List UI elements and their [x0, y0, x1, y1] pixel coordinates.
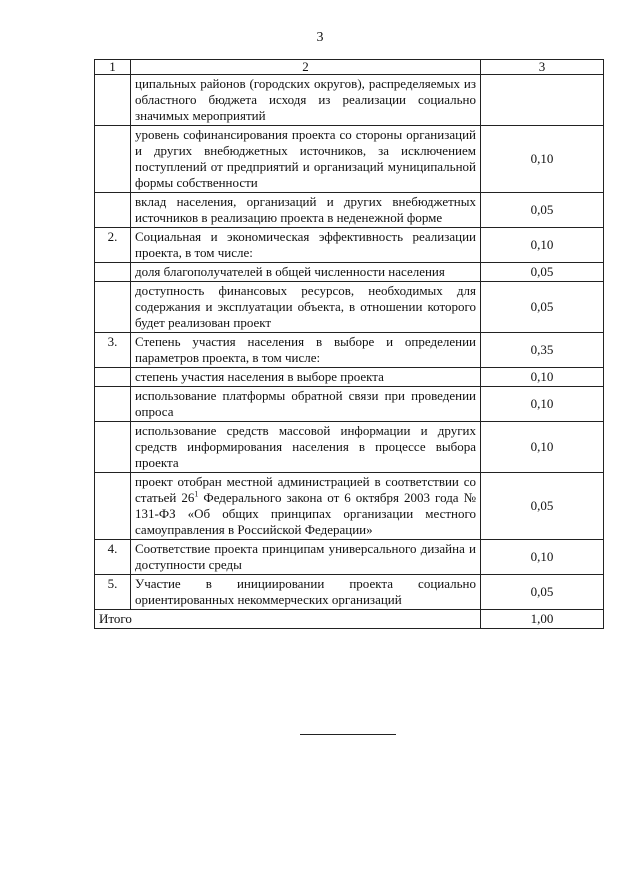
criterion-text: степень участия населения в выборе проекта [131, 368, 481, 387]
weight-value: 0,05 [481, 473, 604, 540]
criterion-text: доля благополучателей в общей численности населения [131, 263, 481, 282]
table-row [95, 368, 604, 387]
weight-value: 0,05 [481, 193, 604, 228]
row-number [95, 126, 131, 193]
weight-value: 0,10 [481, 422, 604, 473]
table-row [95, 193, 604, 228]
weight-value: 0,05 [481, 263, 604, 282]
row-number [95, 263, 131, 282]
weight-value [481, 75, 604, 126]
row-number: 4. [95, 540, 131, 575]
table-row [95, 263, 604, 282]
weight-value: 0,10 [481, 368, 604, 387]
weight-value: 0,10 [481, 126, 604, 193]
table-row [95, 473, 604, 540]
table-row [95, 333, 604, 368]
row-number [95, 473, 131, 540]
table-row [95, 228, 604, 263]
criterion-text: доступность финансовых ресурсов, необходимых для содержания и эксплуатации объекта, в отношении которого будет реализован проект [131, 282, 481, 333]
criterion-text: вклад населения, организаций и других внебюджетных источников в реализацию проекта в неденежной форме [131, 193, 481, 228]
row-number [95, 387, 131, 422]
total-row [95, 610, 604, 629]
page-number: 3 [316, 30, 324, 45]
row-number [95, 282, 131, 333]
weight-value: 0,10 [481, 387, 604, 422]
table-row [95, 422, 604, 473]
row-number [95, 193, 131, 228]
criteria-table [94, 59, 604, 629]
criterion-text-part: Федерального закона от 6 октября 2003 года № 131-ФЗ «Об общих принципах организации местного самоуправления в Российской Федерации» [135, 490, 476, 537]
end-divider [300, 734, 396, 735]
criterion-text: Соответствие проекта принципам универсального дизайна и доступности среды [131, 540, 481, 575]
table-row [95, 540, 604, 575]
criterion-text: использование платформы обратной связи при проведении опроса [131, 387, 481, 422]
criterion-text [131, 473, 481, 540]
criterion-text: Социальная и экономическая эффективность реализации проекта, в том числе: [131, 228, 481, 263]
header-col-3: 3 [481, 60, 604, 75]
row-number: 2. [95, 228, 131, 263]
table-row [95, 126, 604, 193]
table-row [95, 75, 604, 126]
superscript: 1 [194, 489, 199, 499]
row-number [95, 422, 131, 473]
total-value: 1,00 [481, 610, 604, 629]
total-label: Итого [95, 610, 481, 629]
row-number: 3. [95, 333, 131, 368]
criterion-text: Участие в инициировании проекта социально ориентированных некоммерческих организаций [131, 575, 481, 610]
row-number [95, 75, 131, 126]
criterion-text: ципальных районов (городских округов), распределяемых из областного бюджета исходя из реализации социально значимых мероприятий [131, 75, 481, 126]
header-col-2: 2 [131, 60, 481, 75]
criterion-text-part: проект отобран местной администрацией в соответствии со статьей 26 [135, 474, 476, 505]
criterion-text: использование средств массовой информации и других средств информирования населения в процессе выбора проекта [131, 422, 481, 473]
criterion-text: уровень софинансирования проекта со стороны организаций и других внебюджетных источников, за исключением поступлений от предприятий и организаций муниципальной формы собственности [131, 126, 481, 193]
weight-value: 0,05 [481, 575, 604, 610]
row-number: 5. [95, 575, 131, 610]
weight-value: 0,35 [481, 333, 604, 368]
table-row [95, 282, 604, 333]
table-header-row [95, 60, 604, 75]
weight-value: 0,10 [481, 540, 604, 575]
header-col-1: 1 [95, 60, 131, 75]
weight-value: 0,05 [481, 282, 604, 333]
table-row [95, 387, 604, 422]
table-row [95, 575, 604, 610]
row-number [95, 368, 131, 387]
criterion-text: Степень участия населения в выборе и определении параметров проекта, в том числе: [131, 333, 481, 368]
weight-value: 0,10 [481, 228, 604, 263]
